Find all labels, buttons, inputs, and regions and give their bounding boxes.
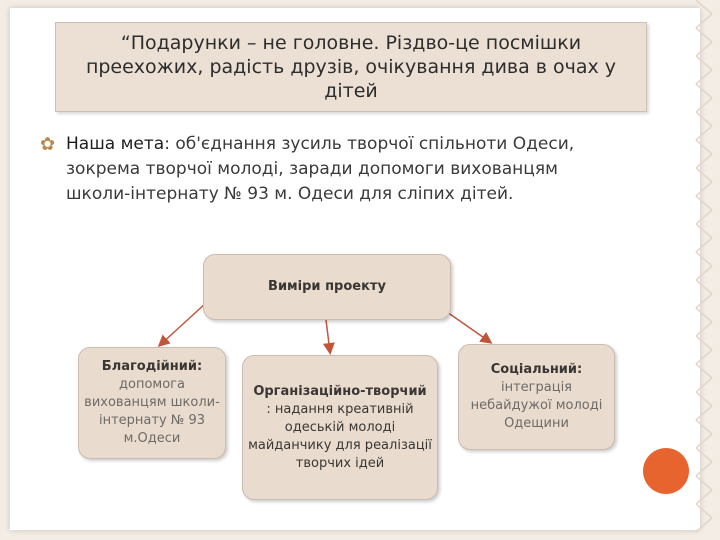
branch-creative xyxy=(242,355,438,500)
goal-text: : об'єднання зусиль творчої спільноти Одеси, зокрема творчої молоді, заради допомоги вихованцям школи-інтернату № 93 м. Одеси для сліпих дітей. xyxy=(66,134,575,204)
branch-creative-text: : надання креативній одеській молоді майданчику для реалізації творчих ідей xyxy=(248,401,432,471)
accent-circle xyxy=(643,448,689,494)
flower-bullet-icon: ✿ xyxy=(40,134,56,155)
decorative-border xyxy=(694,0,714,540)
branch-charity-text: допомога вихованцям школи-інтернату № 93 м.Одеси xyxy=(84,377,220,446)
slide-title: “Подарунки – не головне. Різдво-це посмішки преехожих, радість друзів, очікування дива в очах у дітей xyxy=(85,32,617,102)
branch-charity xyxy=(78,347,226,459)
branch-charity-heading: Благодійний: xyxy=(101,359,203,374)
branch-social xyxy=(458,344,615,450)
goal-bullet xyxy=(40,132,600,207)
goal-label: Наша мета xyxy=(66,134,165,154)
title-box xyxy=(55,22,647,112)
branch-creative-heading: Організаційно-творчий xyxy=(253,383,427,399)
goal-paragraph xyxy=(66,132,600,207)
branch-social-text: інтеграція небайдужої молоді Одещини xyxy=(470,380,603,431)
diagram-root-node xyxy=(203,254,451,320)
root-label: Виміри проекту xyxy=(268,279,386,294)
branch-social-heading: Соціальний: xyxy=(490,362,583,377)
